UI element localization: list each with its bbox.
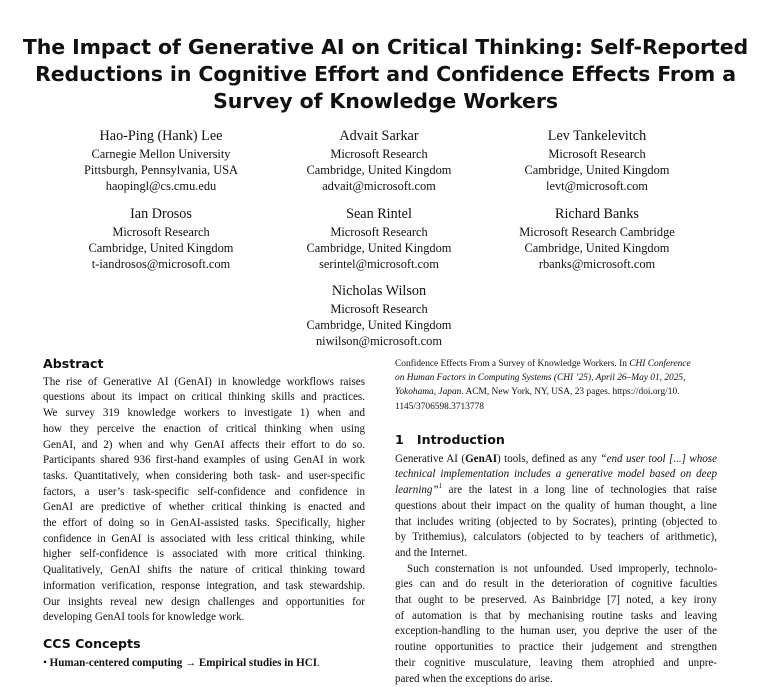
citation-location: Yokohama, Japan [395, 387, 462, 398]
intro-line: of automation is that by mechanising routine tasks and leaving [395, 609, 717, 622]
intro-line [395, 483, 717, 499]
author-affiliation: Carnegie Mellon University [91, 147, 231, 161]
abstract-heading: Abstract [43, 356, 104, 371]
author-name: Nicholas Wilson [331, 283, 427, 299]
author-location: Pittsburgh, Pennsylvania, USA [84, 163, 238, 177]
author-name: Sean Rintel [346, 206, 412, 222]
intro-line: technical implementation includes a generative model based on deep [395, 468, 717, 481]
author-block [467, 205, 727, 272]
section-number: 1 [395, 432, 404, 447]
ccs-end: . [317, 656, 320, 669]
author-email: serintel@microsoft.com [319, 257, 439, 271]
author-name: Advait Sarkar [339, 128, 419, 144]
author-name: Ian Drosos [130, 206, 192, 222]
intro-line: that ought to be preserved. As Bainbridge [7] noted, a key irony [395, 594, 717, 607]
intro-line: questions about their impact on the quality of human thought, a line [395, 499, 717, 512]
citation-line: on Human Factors in Computing Systems (CHI ’25), April 26–May 01, 2025, [395, 373, 686, 384]
abstract-line: GenAI are predictive of whether critical thinking is enacted and [43, 501, 365, 514]
right-column [395, 432, 717, 687]
abstract-line: Participants shared 936 first-hand examples of using GenAI in work [43, 454, 365, 467]
author-name: Hao-Ping (Hank) Lee [99, 128, 223, 144]
arrow-icon: → [185, 656, 197, 669]
ccs-subcategory: Empirical studies in HCI [198, 656, 318, 669]
author-affiliation: Microsoft Research Cambridge [519, 225, 675, 239]
citation-line [395, 357, 717, 371]
abstract-line: confidence in GenAI is associated with less critical thinking, while [43, 532, 365, 545]
ccs-heading: CCS Concepts [43, 635, 141, 651]
author-location: Cambridge, United Kingdom [524, 241, 670, 255]
author-location: Cambridge, United Kingdom [88, 241, 234, 255]
intro-line: Such consternation is not unfounded. Used improperly, technolo- [407, 562, 717, 575]
author-affiliation: Microsoft Research [330, 302, 428, 316]
author-email: levt@microsoft.com [546, 179, 648, 193]
citation-text: Confidence Effects From a Survey of Knowledge Workers. In [395, 359, 630, 369]
intro-quote: “end user tool [...] whose [600, 452, 718, 465]
intro-term: GenAI [465, 452, 497, 465]
author-affiliation: Microsoft Research [112, 225, 210, 239]
abstract-line: GenAI, and 2) when and why GenAI affects their effort to do so. [43, 438, 365, 451]
title-line: The Impact of Generative AI on Critical Thinking: Self-Reported [22, 35, 749, 59]
citation-block [395, 357, 717, 414]
abstract-line: information verification, response integration, and task stewardship. [43, 579, 365, 592]
intro-line: their cognitive musculature, leaving them atrophied and unpre- [395, 656, 717, 669]
ccs-category: Human-centered computing [49, 656, 183, 669]
author-block [249, 282, 509, 349]
abstract-line: factors, a user’s task-specific self-confidence and confidence in [43, 485, 365, 498]
author-affiliation: Microsoft Research [330, 225, 428, 239]
intro-text: ) tools, defined as any [497, 452, 601, 465]
section-title: Introduction [416, 432, 505, 447]
intro-line [395, 452, 717, 468]
intro-text: are the latest in a long line of technologies that raise [442, 484, 717, 497]
author-location: Cambridge, United Kingdom [524, 163, 670, 177]
intro-line: that includes writing (objected to by Socrates), printing (objected to [395, 515, 717, 528]
abstract-body [43, 375, 365, 626]
author-name: Lev Tankelevitch [547, 128, 647, 144]
abstract-line: developing GenAI tools for knowledge work. [43, 611, 245, 624]
abstract-line: We survey 319 knowledge workers to investigate 1) when and [43, 407, 365, 420]
citation-line [395, 385, 717, 399]
intro-line: pared when the exceptions do arise. [395, 672, 553, 685]
left-column [43, 356, 365, 671]
ccs-concept [43, 656, 365, 672]
abstract-line: The rise of Generative AI (GenAI) in knowledge workflows raises [43, 375, 365, 388]
author-location: Cambridge, United Kingdom [306, 163, 452, 177]
intro-line: by Trithemius), calculators (objected to by teachers of arithmetic), [395, 531, 717, 544]
author-affiliation: Microsoft Research [548, 147, 646, 161]
footnote-marker[interactable]: 1 [438, 482, 443, 491]
intro-line: gies can and do result in the deterioration of cognitive faculties [395, 578, 717, 591]
author-location: Cambridge, United Kingdom [306, 241, 452, 255]
paper-title [20, 34, 751, 115]
citation-text: . ACM, New York, NY, USA, 23 pages. https://doi.org/10. [461, 387, 680, 398]
author-email: rbanks@microsoft.com [538, 257, 656, 271]
author-email: niwilson@microsoft.com [315, 334, 442, 348]
introduction-heading [395, 432, 717, 448]
citation-doi: 1145/3706598.3713778 [395, 401, 484, 412]
author-email: haopingl@cs.cmu.edu [105, 179, 217, 193]
intro-line: and the Internet. [395, 546, 468, 559]
author-email: advait@microsoft.com [322, 179, 436, 193]
abstract-line: questions about its impact on critical thinking skills and practices. [43, 391, 365, 404]
abstract-line: the effort of doing so in GenAI-assisted tasks. Specifically, higher [43, 517, 365, 530]
bullet: • [43, 656, 47, 669]
intro-quote: learning” [395, 484, 439, 497]
title-line: Survey of Knowledge Workers [213, 89, 558, 113]
author-block [467, 127, 727, 194]
abstract-line: tasks. Quantitatively, when considering both task- and user-specific [43, 469, 365, 482]
intro-line: routine opportunities to practice their judgement and strengthen [395, 641, 717, 654]
title-line: Reductions in Cognitive Effort and Confidence Effects From a [35, 62, 736, 86]
intro-line: exception-handling to the human user, you deprive the user of the [395, 625, 717, 638]
abstract-line: higher self-confidence is associated with more critical thinking. [43, 548, 365, 561]
abstract-line: Qualitatively, GenAI shifts the nature of critical thinking toward [43, 564, 365, 577]
abstract-line: how they perceive the enaction of critical thinking when using [43, 422, 365, 435]
author-name: Richard Banks [555, 206, 639, 222]
abstract-line: Our insights reveal new design challenges and opportunities for [43, 595, 365, 608]
intro-text: Generative AI ( [395, 452, 466, 465]
author-affiliation: Microsoft Research [330, 147, 428, 161]
author-email: t-iandrosos@microsoft.com [91, 257, 231, 271]
author-location: Cambridge, United Kingdom [306, 318, 452, 332]
citation-venue: CHI Conference [629, 359, 691, 369]
